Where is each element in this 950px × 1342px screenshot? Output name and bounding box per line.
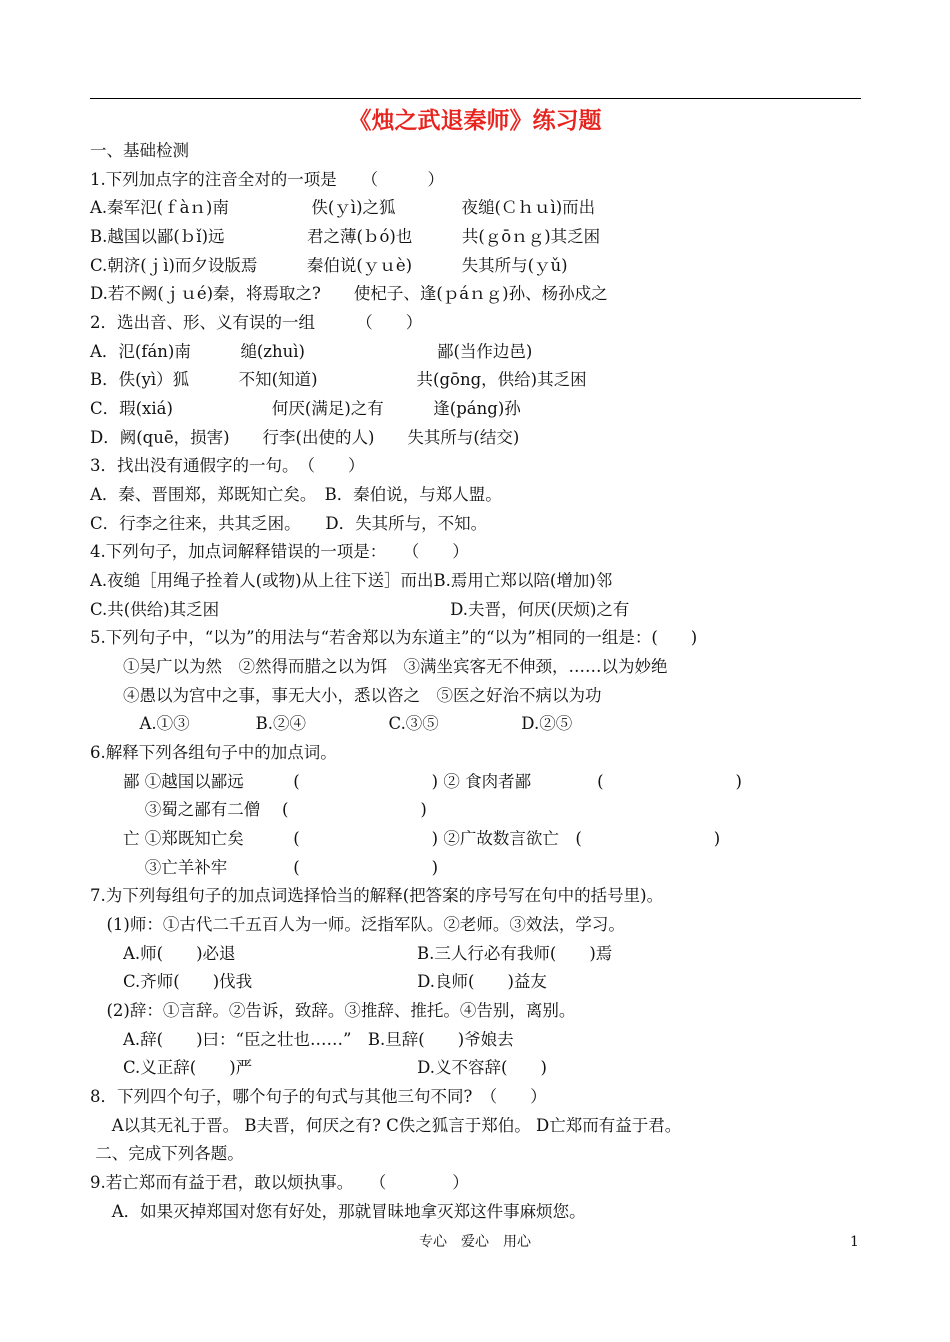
q8-options: A以其无礼于晋。 B夫晋，何厌之有? C佚之狐言于郑伯。 D亡郑而有益于君。 <box>90 1116 682 1135</box>
q1-option-a: A.秦军氾(ｆàｎ)南 佚(ｙì)之狐 夜缒(Ｃｈｕì)而出 <box>90 198 596 217</box>
q2-option-d: D．阙(quē，损害) 行李(出使的人) 失其所与(结交) <box>90 428 520 447</box>
q7-ci-definitions: (2)辞：①言辞。②告诉，致辞。③推辞、推托。④告别，离别。 <box>90 1001 576 1020</box>
q2-option-c: C．瑕(xiá) 何厌(满足)之有 逢(páng)孙 <box>90 399 521 418</box>
header-rule <box>90 98 861 99</box>
q6-wang-line-2: ③亡羊补牢 ( ) <box>90 858 439 877</box>
q6-bi-line-1: 鄙 ①越国以鄙远 ( ) ② 食肉者鄙 ( ) <box>90 772 742 791</box>
q6-bi-line-2: ③蜀之鄙有二僧 ( ) <box>90 800 427 819</box>
question-9-stem: 9.若亡郑而有益于君，敢以烦执事。 （ ） <box>90 1173 469 1192</box>
question-3-stem: 3．找出没有通假字的一句。 （ ） <box>90 456 365 475</box>
question-6-stem: 6.解释下列各组句子中的加点词。 <box>90 743 337 762</box>
q5-items-4-5: ④愚以为宫中之事，事无大小，悉以咨之 ⑤医之好治不病以为功 <box>90 686 602 705</box>
q3-options-cd: C．行李之往来，共其乏困。 D．失其所与，不知。 <box>90 514 488 533</box>
q1-option-d: D.若不阙(ｊｕé)秦，将焉取之? 使杞子、逢(ｐáｎｇ)孙、杨孙戍之 <box>90 284 608 303</box>
q9-option-a: A．如果灭掉郑国对您有好处，那就冒昧地拿灭郑这件事麻烦您。 <box>90 1202 586 1221</box>
question-2-stem: 2．选出音、形、义有误的一组 （ ） <box>90 313 423 332</box>
q7-ci-options-ab: A.辞( )曰：“臣之壮也……” B.旦辞( )爷娘去 <box>90 1030 514 1049</box>
q7-shi-options-ab: A.师( )必退 B.三人行必有我师( )焉 <box>90 944 613 963</box>
q5-items-1-3: ①吴广以为然 ②然得而腊之以为饵 ③满坐宾客无不伸颈，……以为妙绝 <box>90 657 668 676</box>
q4-options-cd: C.共(供给)其乏困 D.夫晋，何厌(厌烦)之有 <box>90 600 630 619</box>
q1-option-c: C.朝济(ｊì)而夕设版焉 秦伯说(ｙｕè) 失其所与(ｙǔ) <box>90 256 568 275</box>
question-5-stem: 5.下列句子中，“以为”的用法与“若舍郑以为东道主”的“以为”相同的一组是：( ) <box>90 628 698 647</box>
section-heading-basic: 一、基础检测 <box>90 141 189 160</box>
question-8-stem: 8．下列四个句子，哪个句子的句式与其他三句不同? （ ） <box>90 1087 547 1106</box>
question-7-stem: 7.为下列每组句子的加点词选择恰当的解释(把答案的序号写在句中的括号里)。 <box>90 886 664 905</box>
question-1-stem: 1.下列加点字的注音全对的一项是 （ ） <box>90 170 444 189</box>
q2-option-b: B．佚(yì）狐 不知(知道) 共(gōng，供给)其乏困 <box>90 370 587 389</box>
q7-shi-options-cd: C.齐师( )伐我 D.良师( )益友 <box>90 972 547 991</box>
q7-shi-definitions: (1)师：①古代二千五百人为一师。泛指军队。②老师。③效法，学习。 <box>90 915 625 934</box>
question-4-stem: 4.下列句子，加点词解释错误的一项是： （ ） <box>90 542 469 561</box>
section-heading-complete: 二、完成下列各题。 <box>90 1144 244 1163</box>
q6-wang-line-1: 亡 ①郑既知亡矣 ( ) ②广故数言欲亡 ( ) <box>90 829 721 848</box>
q5-options: A.①③ B.②④ C.③⑤ D.②⑤ <box>90 714 573 733</box>
page-footer: 专心 爱心 用心 <box>419 1234 531 1250</box>
q4-options-ab: A.夜缒［用绳子拴着人(或物)从上往下送］而出B.焉用亡郑以陪(增加)邻 <box>90 571 613 590</box>
q1-option-b: B.越国以鄙(ｂǐ)远 君之薄(ｂó)也 共(ｇōｎｇ)其乏困 <box>90 227 601 246</box>
page-number: 1 <box>850 1234 859 1250</box>
q3-options-ab: A．秦、晋围郑，郑既知亡矣。 B．秦伯说，与郑人盟。 <box>90 485 502 504</box>
page-title: 《烛之武退秦师》练习题 <box>348 108 602 134</box>
q7-ci-options-cd: C.义正辞( )严 D.义不容辞( ) <box>90 1058 547 1077</box>
q2-option-a: A．氾(fán)南 缒(zhuì) 鄙(当作边邑) <box>90 342 533 361</box>
